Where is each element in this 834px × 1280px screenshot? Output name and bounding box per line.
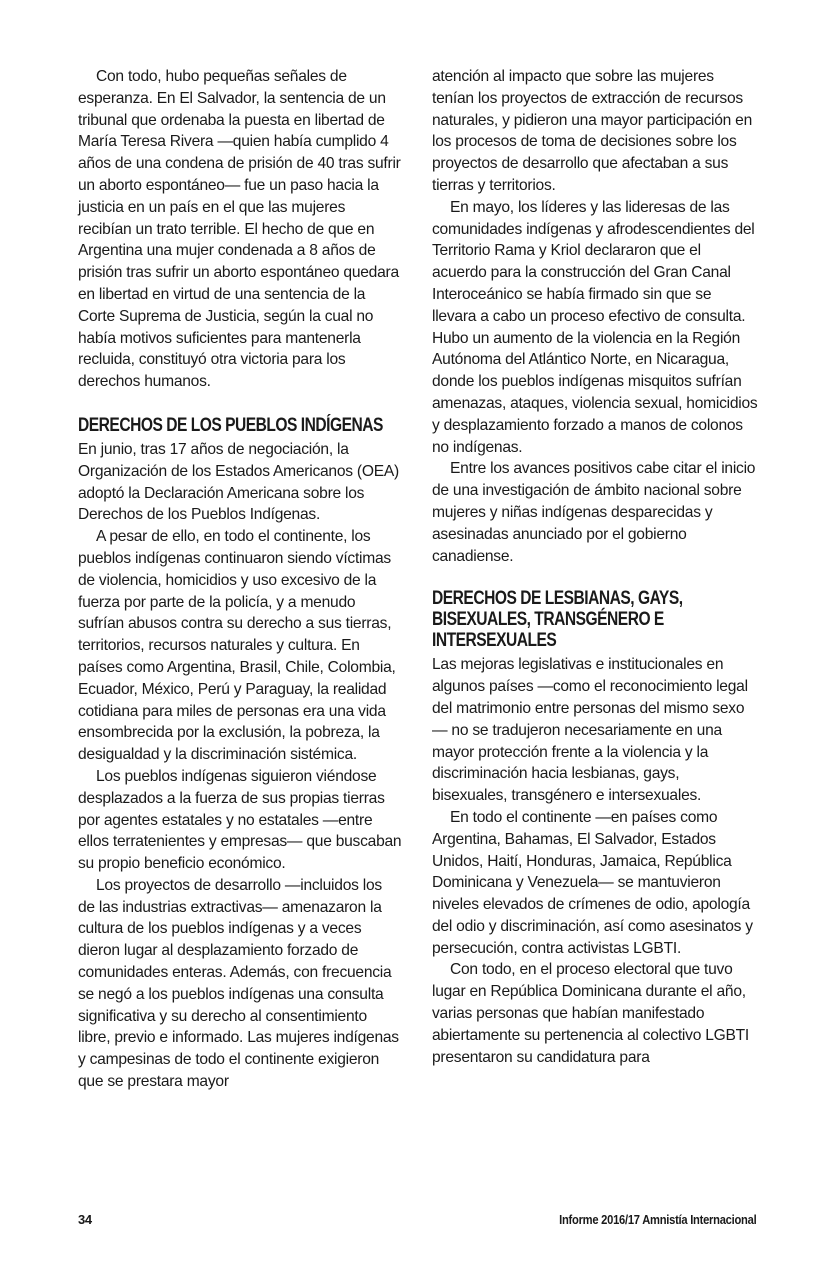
right-column [432,66,758,1068]
body-paragraph: Las mejoras legislativas e institucionales en algunos países —como el reconocimiento legal del matrimonio entre personas del mismo sexo— no se tradujeron necesariamente en una mayor protección frente a la violencia y la discriminación hacia lesbianas, gays, bisexuales, transgénero e intersexuales. [432,656,748,805]
body-paragraph: En mayo, los líderes y las lideresas de las comunidades indígenas y afrodescendientes del Territorio Rama y Kriol declararon que el acuerdo para la construcción del Gran Canal Interoceánico se había firmado sin que se llevara a cabo un proceso efectivo de consulta. Hubo un aumento de la violencia en la Región Autónoma del Atlántico Norte, en Nicaragua, donde los pueblos indígenas misquitos sufrían amenazas, ataques, violencia sexual, homicidios y desplazamiento forzado a manos de colonos no indígenas. [432,198,758,456]
body-paragraph: Los proyectos de desarrollo —incluidos los de las industrias extractivas— amenazaron la cultura de los pueblos indígenas y a veces dieron lugar al desplazamiento forzado de comunidades enteras. Además, con frecuencia se negó a los pueblos indígenas una consulta significativa y su derecho al consentimiento libre, previo e informado. Las mujeres indígenas y campesinas de todo el continente exigieron que se prestara mayor [78,876,399,1091]
body-paragraph: A pesar de ello, en todo el continente, los pueblos indígenas continuaron siendo víctimas de violencia, homicidios y uso excesivo de la fuerza por parte de la policía, y a menudo sufrían abusos contra su derecho a sus tierras, territorios, recursos naturales y cultura. En países como Argentina, Brasil, Chile, Colombia, Ecuador, México, Perú y Paraguay, la realidad cotidiana para miles de personas era una vida ensombrecida por la exclusión, la pobreza, la desigualdad y la discriminación sistémica. [78,528,396,764]
body-paragraph: Con todo, en el proceso electoral que tuvo lugar en República Dominicana durante el año, varias personas que habían manifestado abiertamente su pertenencia al colectivo LGBTI presentaron su candidatura para [432,961,750,1066]
body-paragraph: Entre los avances positivos cabe citar el inicio de una investigación de ámbito nacional sobre mujeres y niñas indígenas desparecidas y asesinadas anunciado por el gobierno canadiense. [432,460,756,565]
body-paragraph: Los pueblos indígenas siguieron viéndose desplazados a la fuerza de sus propias tierras por agentes estatales y no estatales —entre ellos terratenientes y empresas— que buscaban su propio beneficio económico. [78,767,402,873]
section-heading-indigenous-rights: DERECHOS DE LOS PUEBLOS INDÍGENAS [78,414,383,436]
body-paragraph: En junio, tras 17 años de negociación, la Organización de los Estados Americanos (OEA) adoptó la Declaración Americana sobre los Derechos de los Pueblos Indígenas. [78,440,399,524]
left-column [78,66,402,1093]
body-paragraph: atención al impacto que sobre las mujeres tenían los proyectos de extracción de recursos naturales, y pidieron una mayor participación en los procesos de toma de decisiones sobre los proyectos de desarrollo que afectaban a sus tierras y territorios. [432,68,752,194]
body-paragraph: En todo el continente —en países como Argentina, Bahamas, El Salvador, Estados Unidos, Haití, Honduras, Jamaica, República Dominicana y Venezuela— se mantuvieron niveles elevados de crímenes de odio, apología del odio y discriminación, así como asesinatos y persecución, contra activistas LGBTI. [432,808,753,957]
publication-footer: Informe 2016/17 Amnistía Internacional [558,1212,756,1227]
section-heading-lgbti-rights: DERECHOS DE LESBIANAS, GAYS, BISEXUALES, TRANSGÉNERO E INTERSEXUALES [432,588,683,652]
body-paragraph: Con todo, hubo pequeñas señales de esperanza. En El Salvador, la sentencia de un tribunal que ordenaba la puesta en libertad de María Teresa Rivera —quien había cumplido 4 años de una condena de prisión de 40 tras sufrir un aborto espontáneo— fue un paso hacia la justicia en un país en el que las mujeres recibían un trato terrible. El hecho de que en Argentina una mujer condenada a 8 años de prisión tras sufrir un aborto espontáneo quedara en libertad en virtud de una sentencia de la Corte Suprema de Justicia, según la cual no había motivos suficientes para mantenerla recluida, constituyó otra victoria para los derechos humanos. [78,68,401,391]
page-number: 34 [78,1212,92,1227]
